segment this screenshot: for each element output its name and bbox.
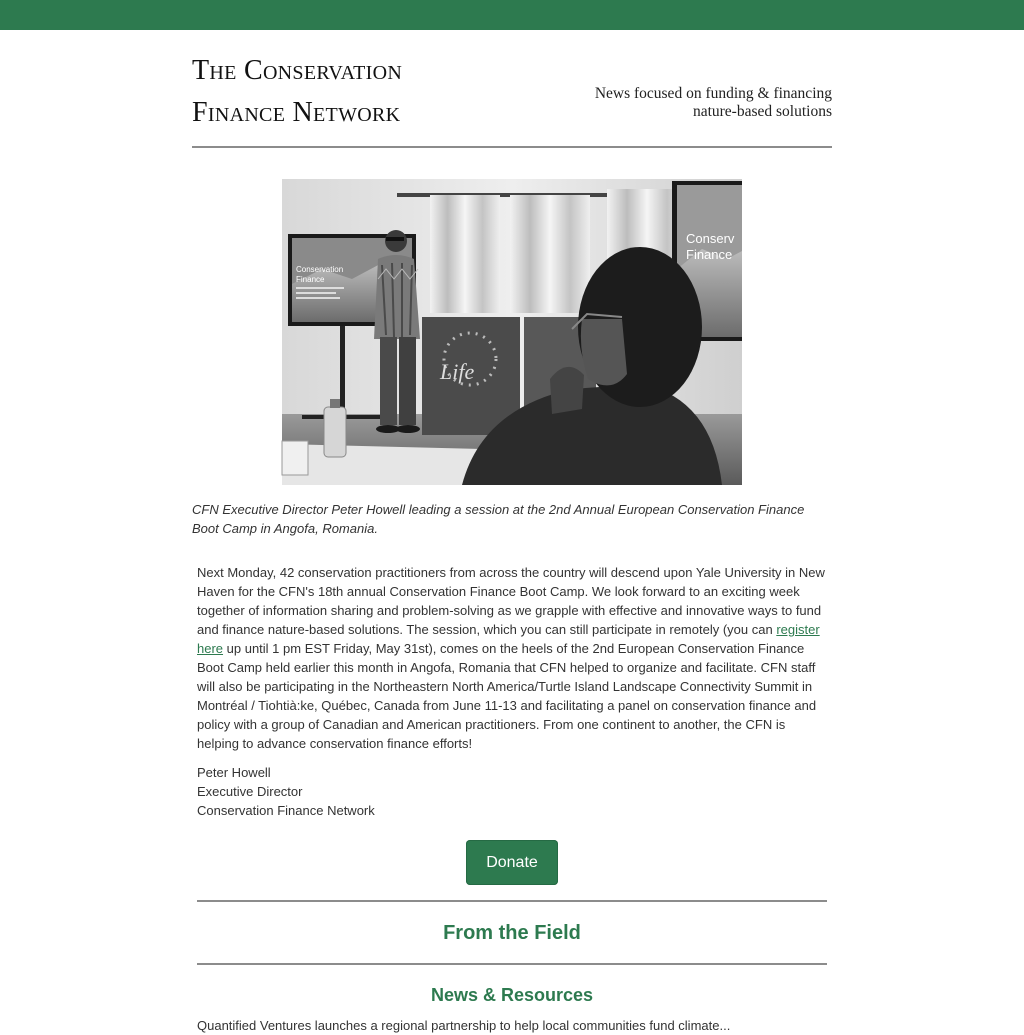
masthead: [192, 30, 832, 148]
news-resources-heading: News & Resources: [430, 985, 594, 1005]
screen-text-right-2: Finance: [686, 247, 733, 262]
boot-camp-photo: [282, 179, 742, 485]
screen-stand: [340, 326, 345, 416]
article-body: [197, 563, 829, 753]
cup: [282, 441, 308, 475]
donate-button[interactable]: Donate: [466, 840, 558, 885]
register-here-link[interactable]: register here: [197, 622, 820, 656]
site-logo[interactable]: [192, 50, 402, 134]
water-bottle: [324, 407, 346, 457]
curtain-left: [430, 195, 500, 313]
logo-line-2: Finance Network: [192, 97, 401, 128]
signature-name: Peter Howell: [197, 765, 271, 780]
screen-text-left-1: Conservation: [296, 265, 344, 274]
signature-organization: Conservation Finance Network: [197, 803, 375, 818]
tagline-line-1: News focused on funding & financing: [594, 85, 832, 102]
top-banner-bar: [0, 0, 1024, 30]
screen-text-left-2: Finance: [296, 275, 325, 284]
speaker-figure: [374, 230, 420, 433]
section-divider-1: [197, 900, 827, 902]
flag-text: Life: [440, 359, 475, 384]
signature-title: Executive Director: [197, 784, 303, 799]
from-the-field-heading: From the Field: [443, 922, 581, 944]
tagline-line-2: nature-based solutions: [692, 103, 832, 120]
curtain-middle: [510, 195, 590, 313]
logo-line-1: The Conservation: [192, 55, 403, 86]
signature-block: [197, 763, 375, 820]
photo-caption: CFN Executive Director Peter Howell leading a session at the 2nd Annual European Conservation Finance Boot Camp in Angofa, Romania.: [192, 502, 805, 536]
screen-text-right-1: Conserv: [686, 231, 735, 246]
news-item-preview[interactable]: Quantified Ventures launches a regional partnership to help local communities fund climate...: [197, 1018, 731, 1033]
section-divider-2: [197, 963, 827, 965]
article-text-intro: Next Monday, 42 conservation practitioners from across the country will descend upon Yale University in New Haven for the CFN's 18th annual Conservation Finance Boot Camp. We look forward to an exciting week together of information sharing and problem-solving as we grapple with effective and innovative ways to fund and finance nature-based solutions. The session, which you can still participate in remotely (you can: [197, 565, 825, 637]
tagline: [532, 85, 832, 121]
article-text-rest: up until 1 pm EST Friday, May 31st), comes on the heels of the 2nd European Conservation Finance Boot Camp held earlier this month in Angofa, Romania that CFN helped to organize and facilitate. CFN staff will also be participating in the Northeastern North America/Turtle Island Landscape Connectivity Summit in Montréal / Tiohtià:ke, Québec, Canada from June 11-13 and facilitating a panel on conservation finance and policy with a group of Canadian and American practitioners. From one continent to another, the CFN is helping to advance conservation finance efforts!: [197, 641, 817, 751]
newsletter-container: [192, 30, 832, 1033]
